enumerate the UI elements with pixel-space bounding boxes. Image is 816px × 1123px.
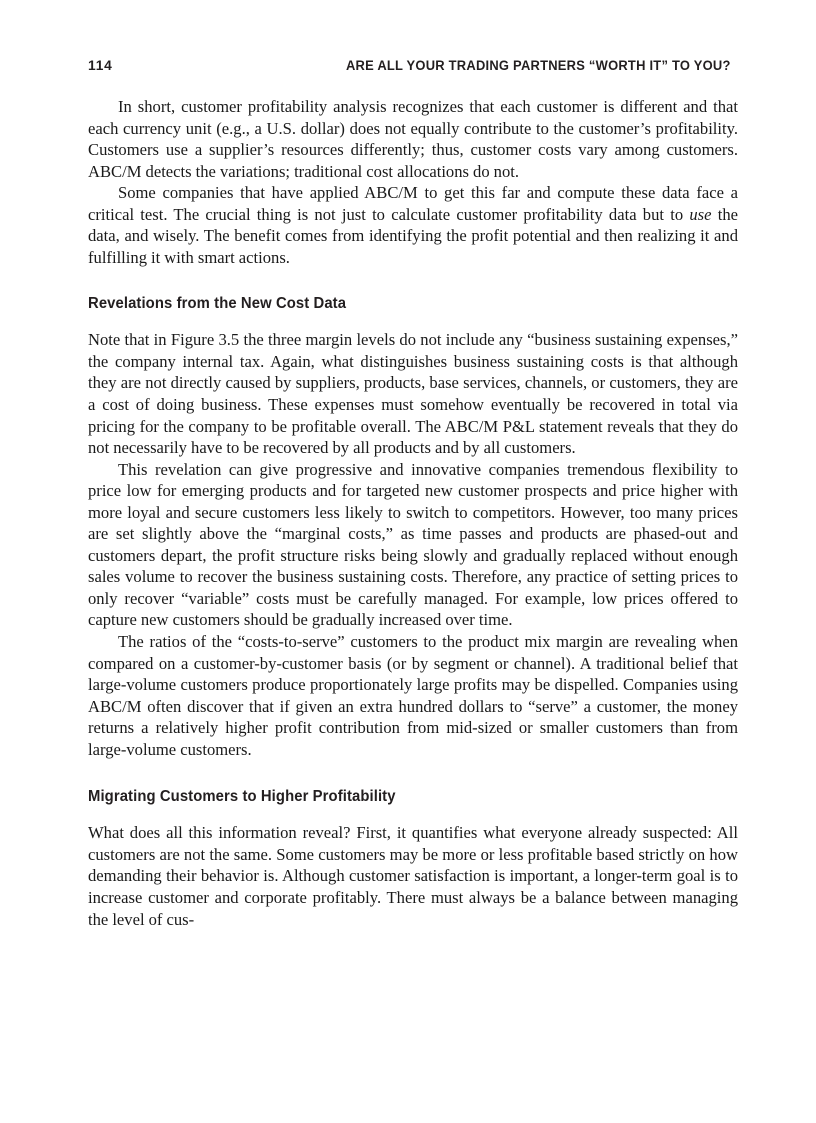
spacer-after-heading-1	[88, 314, 738, 329]
paragraph-in-short: In short, customer profitability analysis recognizes that each customer is different and that each currency unit (e.g., a U.S. dollar) does not equally contribute to the customer’s profitability. Customers use a supplier’s resources differently; thus, customer costs vary among customers. ABC/M detects the variations; traditional cost allocations do not.	[88, 97, 738, 181]
running-head	[88, 58, 738, 73]
paragraph-some-companies	[88, 182, 738, 268]
paragraph-note-that-in-figure: Note that in Figure 3.5 the three margin levels do not include any “business sustaining expenses,” the company internal tax. Again, what distinguishes business sustaining costs is that although they are not directly caused by suppliers, products, base services, channels, or customers, they are a cost of doing business. These expenses must somehow eventually be recovered in total via pricing for the company to be profitable overall. The ABC/M P&L statement reveals that they do not necessarily have to be recovered by all products and by all customers.	[88, 330, 738, 458]
paragraph-this-revelation: This revelation can give progressive and innovative companies tremendous flexibility to price low for emerging products and for targeted new customer prospects and price higher with more loyal and secure customers less likely to switch to competitors. However, too many prices are set slightly above the “marginal costs,” as time passes and products are phased-out and customers depart, the profit structure risks being slowly and gradually replaced without enough sales volume to recover the business sustaining costs. Therefore, any practice of setting prices to only recover “variable” costs must be carefully managed. For example, low prices offered to capture new customers should be gradually increased over time.	[88, 459, 738, 630]
spacer-after-heading-2	[88, 807, 738, 822]
page-number: 114	[88, 58, 113, 73]
text-column	[88, 96, 738, 930]
paragraph-what-does-all-this: What does all this information reveal? First, it quantifies what everyone already suspected: All customers are not the same. Some customers may be more or less profitable based strictly on how demanding their behavior is. Although customer satisfaction is important, a longer-term goal is to increase customer and corporate profitably. There must always be a balance between managing the level of cus-	[88, 823, 738, 929]
heading-migrating-customers-to-higher-profitability: Migrating Customers to Higher Profitability	[88, 788, 396, 806]
emphasis-use: use	[689, 204, 712, 224]
spacer-before-heading-1	[88, 268, 738, 294]
paragraph-some-companies-part-2: the data, and wisely. The benefit comes from identifying the profit potential and then realizing it and fulfilling it with smart actions.	[88, 204, 738, 267]
spacer-before-heading-2	[88, 760, 738, 787]
paragraph-some-companies-part-1: Some companies that have applied ABC/M to get this far and compute these data face a critical test. The crucial thing is not just to calculate customer profitability data but to	[88, 183, 738, 224]
paragraph-the-ratios: The ratios of the “costs-to-serve” customers to the product mix margin are revealing when compared on a customer-by-customer basis (or by segment or channel). A traditional belief that large-volume customers produce proportionately large profits may be dispelled. Companies using ABC/M often discover that if given an extra hundred dollars to “serve” a customer, the money returns a relatively higher profit contribution from mid-sized or smaller customers than from large-volume customers.	[88, 632, 738, 759]
heading-revelations-from-the-new-cost-data: Revelations from the New Cost Data	[88, 295, 347, 313]
running-head-title: ARE ALL YOUR TRADING PARTNERS “WORTH IT” TO YOU?	[346, 58, 732, 73]
